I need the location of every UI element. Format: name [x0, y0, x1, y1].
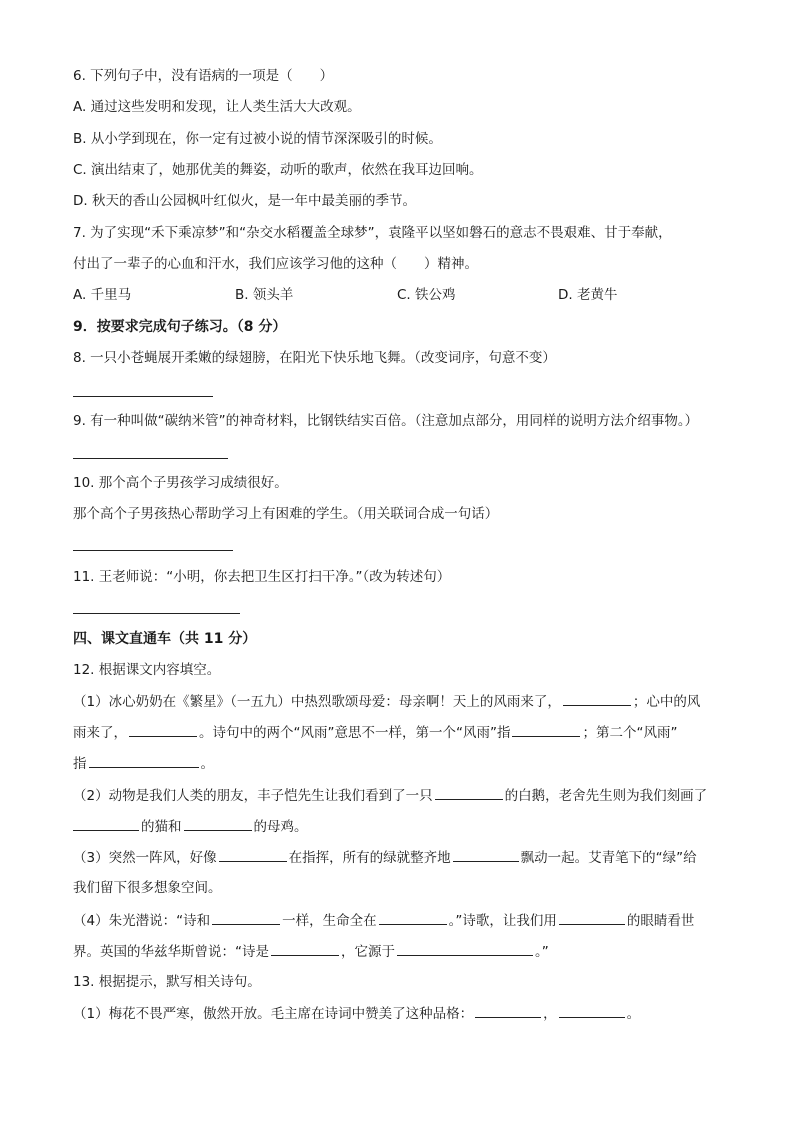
q7-option-c: C. 铁公鸡: [397, 287, 456, 303]
text: 的白鹅，老舍先生则为我们刻画了: [504, 788, 708, 804]
text: 飘动一起。艾青笔下的“绿”给: [520, 850, 697, 866]
text: ，: [543, 1006, 557, 1022]
text: 。”: [535, 944, 549, 960]
fill-blank[interactable]: [559, 1003, 625, 1018]
q12-part1-line3: [73, 753, 214, 774]
q8-answer-line[interactable]: [73, 396, 213, 397]
text: （1）冰心奶奶在《繁星》（一五九）中热烈歌颂母爱：母亲啊！天上的风雨来了，: [73, 694, 561, 710]
text: （1）梅花不畏严寒，傲然开放。毛主席在诗词中赞美了这种品格：: [73, 1006, 474, 1022]
q9-stem: 9. 有一种叫做“碳纳米管”的神奇材料，比钢铁结实百倍。（注意加点部分，用同样的说明方法介绍事物。）: [73, 413, 699, 429]
q7-option-b: B. 领头羊: [235, 287, 294, 303]
q12-part4-line2: [73, 941, 549, 962]
q12-part1-line1: [73, 691, 700, 712]
q12-stem: 12. 根据课文内容填空。: [73, 662, 221, 678]
text: 在指挥，所有的绿就整齐地: [288, 850, 451, 866]
fill-blank[interactable]: [212, 910, 280, 925]
q12-part1-line2: [73, 722, 677, 743]
fill-blank[interactable]: [563, 691, 631, 706]
fill-blank[interactable]: [129, 722, 197, 737]
q7-stem-line2: 付出了一辈子的心血和汗水，我们应该学习他的这种（ ）精神。: [73, 256, 478, 272]
q7-option-d: D. 老黄牛: [558, 287, 618, 303]
text: 雨来了，: [73, 725, 127, 741]
fill-blank[interactable]: [271, 941, 339, 956]
q8-stem: 8. 一只小苍蝇展开柔嫩的绿翅膀，在阳光下快乐地飞舞。（改变词序，句意不变）: [73, 350, 556, 366]
q7-stem-line1: 7. 为了实现“禾下乘凉梦”和“杂交水稻覆盖全球梦”，袁隆平以坚如磐石的意志不畏艰难、甘于奉献，: [73, 225, 672, 241]
q12-part3-line2: 我们留下很多想象空间。: [73, 880, 222, 896]
text: （3）突然一阵风，好像: [73, 850, 217, 866]
q10-stem-line2: 那个高个子男孩热心帮助学习上有困难的学生。（用关联词合成一句话）: [73, 506, 499, 522]
text: （2）动物是我们人类的朋友，丰子恺先生让我们看到了一只: [73, 788, 433, 804]
fill-blank[interactable]: [559, 910, 625, 925]
q6-option-a: A. 通过这些发明和发现，让人类生活大大改观。: [73, 99, 361, 115]
text: 。”诗歌，让我们用: [448, 913, 557, 929]
text: 的母鸡。: [253, 819, 308, 835]
q11-answer-line[interactable]: [73, 613, 240, 614]
q6-stem: 6. 下列句子中，没有语病的一项是（ ）: [73, 68, 334, 84]
q6-option-c: C. 演出结束了，她那优美的舞姿，动听的歌声，依然在我耳边回响。: [73, 162, 483, 178]
text: ；心中的风: [632, 694, 701, 710]
fill-blank[interactable]: [89, 753, 199, 768]
text: 。: [200, 756, 214, 772]
text: 的猫和: [141, 819, 182, 835]
fill-blank[interactable]: [453, 847, 519, 862]
section-9-title: 9．按要求完成句子练习。（8 分）: [73, 319, 287, 335]
q11-stem: 11. 王老师说：“小明，你去把卫生区打扫干净。”（改为转述句）: [73, 569, 451, 585]
fill-blank[interactable]: [379, 910, 447, 925]
fill-blank[interactable]: [73, 816, 139, 831]
text: ，它源于: [341, 944, 395, 960]
fill-blank[interactable]: [184, 816, 252, 831]
text: ；第二个“风雨”: [582, 725, 678, 741]
fill-blank[interactable]: [512, 722, 580, 737]
q6-option-b: B. 从小学到现在，你一定有过被小说的情节深深吸引的时候。: [73, 131, 442, 147]
q12-part4-line1: [73, 910, 694, 931]
text: （4）朱光潜说：“诗和: [73, 913, 211, 929]
fill-blank[interactable]: [435, 785, 503, 800]
fill-blank[interactable]: [219, 847, 287, 862]
q7-options: [73, 285, 713, 305]
q10-stem-line1: 10. 那个高个子男孩学习成绩很好。: [73, 475, 288, 491]
fill-blank[interactable]: [475, 1003, 541, 1018]
q12-part3-line1: [73, 847, 697, 868]
text: 界。英国的华兹华斯曾说：“诗是: [73, 944, 269, 960]
text: 的眼睛看世: [626, 913, 695, 929]
q10-answer-line[interactable]: [73, 550, 233, 551]
q13-stem: 13. 根据提示，默写相关诗句。: [73, 974, 261, 990]
section-4-title: 四、课文直通车（共 11 分）: [73, 631, 257, 647]
q12-part2-line1: [73, 785, 707, 806]
fill-blank[interactable]: [397, 941, 533, 956]
q13-part1: [73, 1003, 640, 1024]
text: 一样，生命全在: [282, 913, 377, 929]
q7-option-a: A. 千里马: [73, 287, 132, 303]
text: 。诗句中的两个“风雨”意思不一样，第一个“风雨”指: [199, 725, 511, 741]
q12-part2-line2: [73, 816, 308, 837]
text: 。: [626, 1006, 641, 1022]
q6-option-d: D. 秋天的香山公园枫叶红似火，是一年中最美丽的季节。: [73, 193, 416, 209]
q9-answer-line[interactable]: [73, 458, 228, 459]
text: 指: [73, 756, 87, 772]
